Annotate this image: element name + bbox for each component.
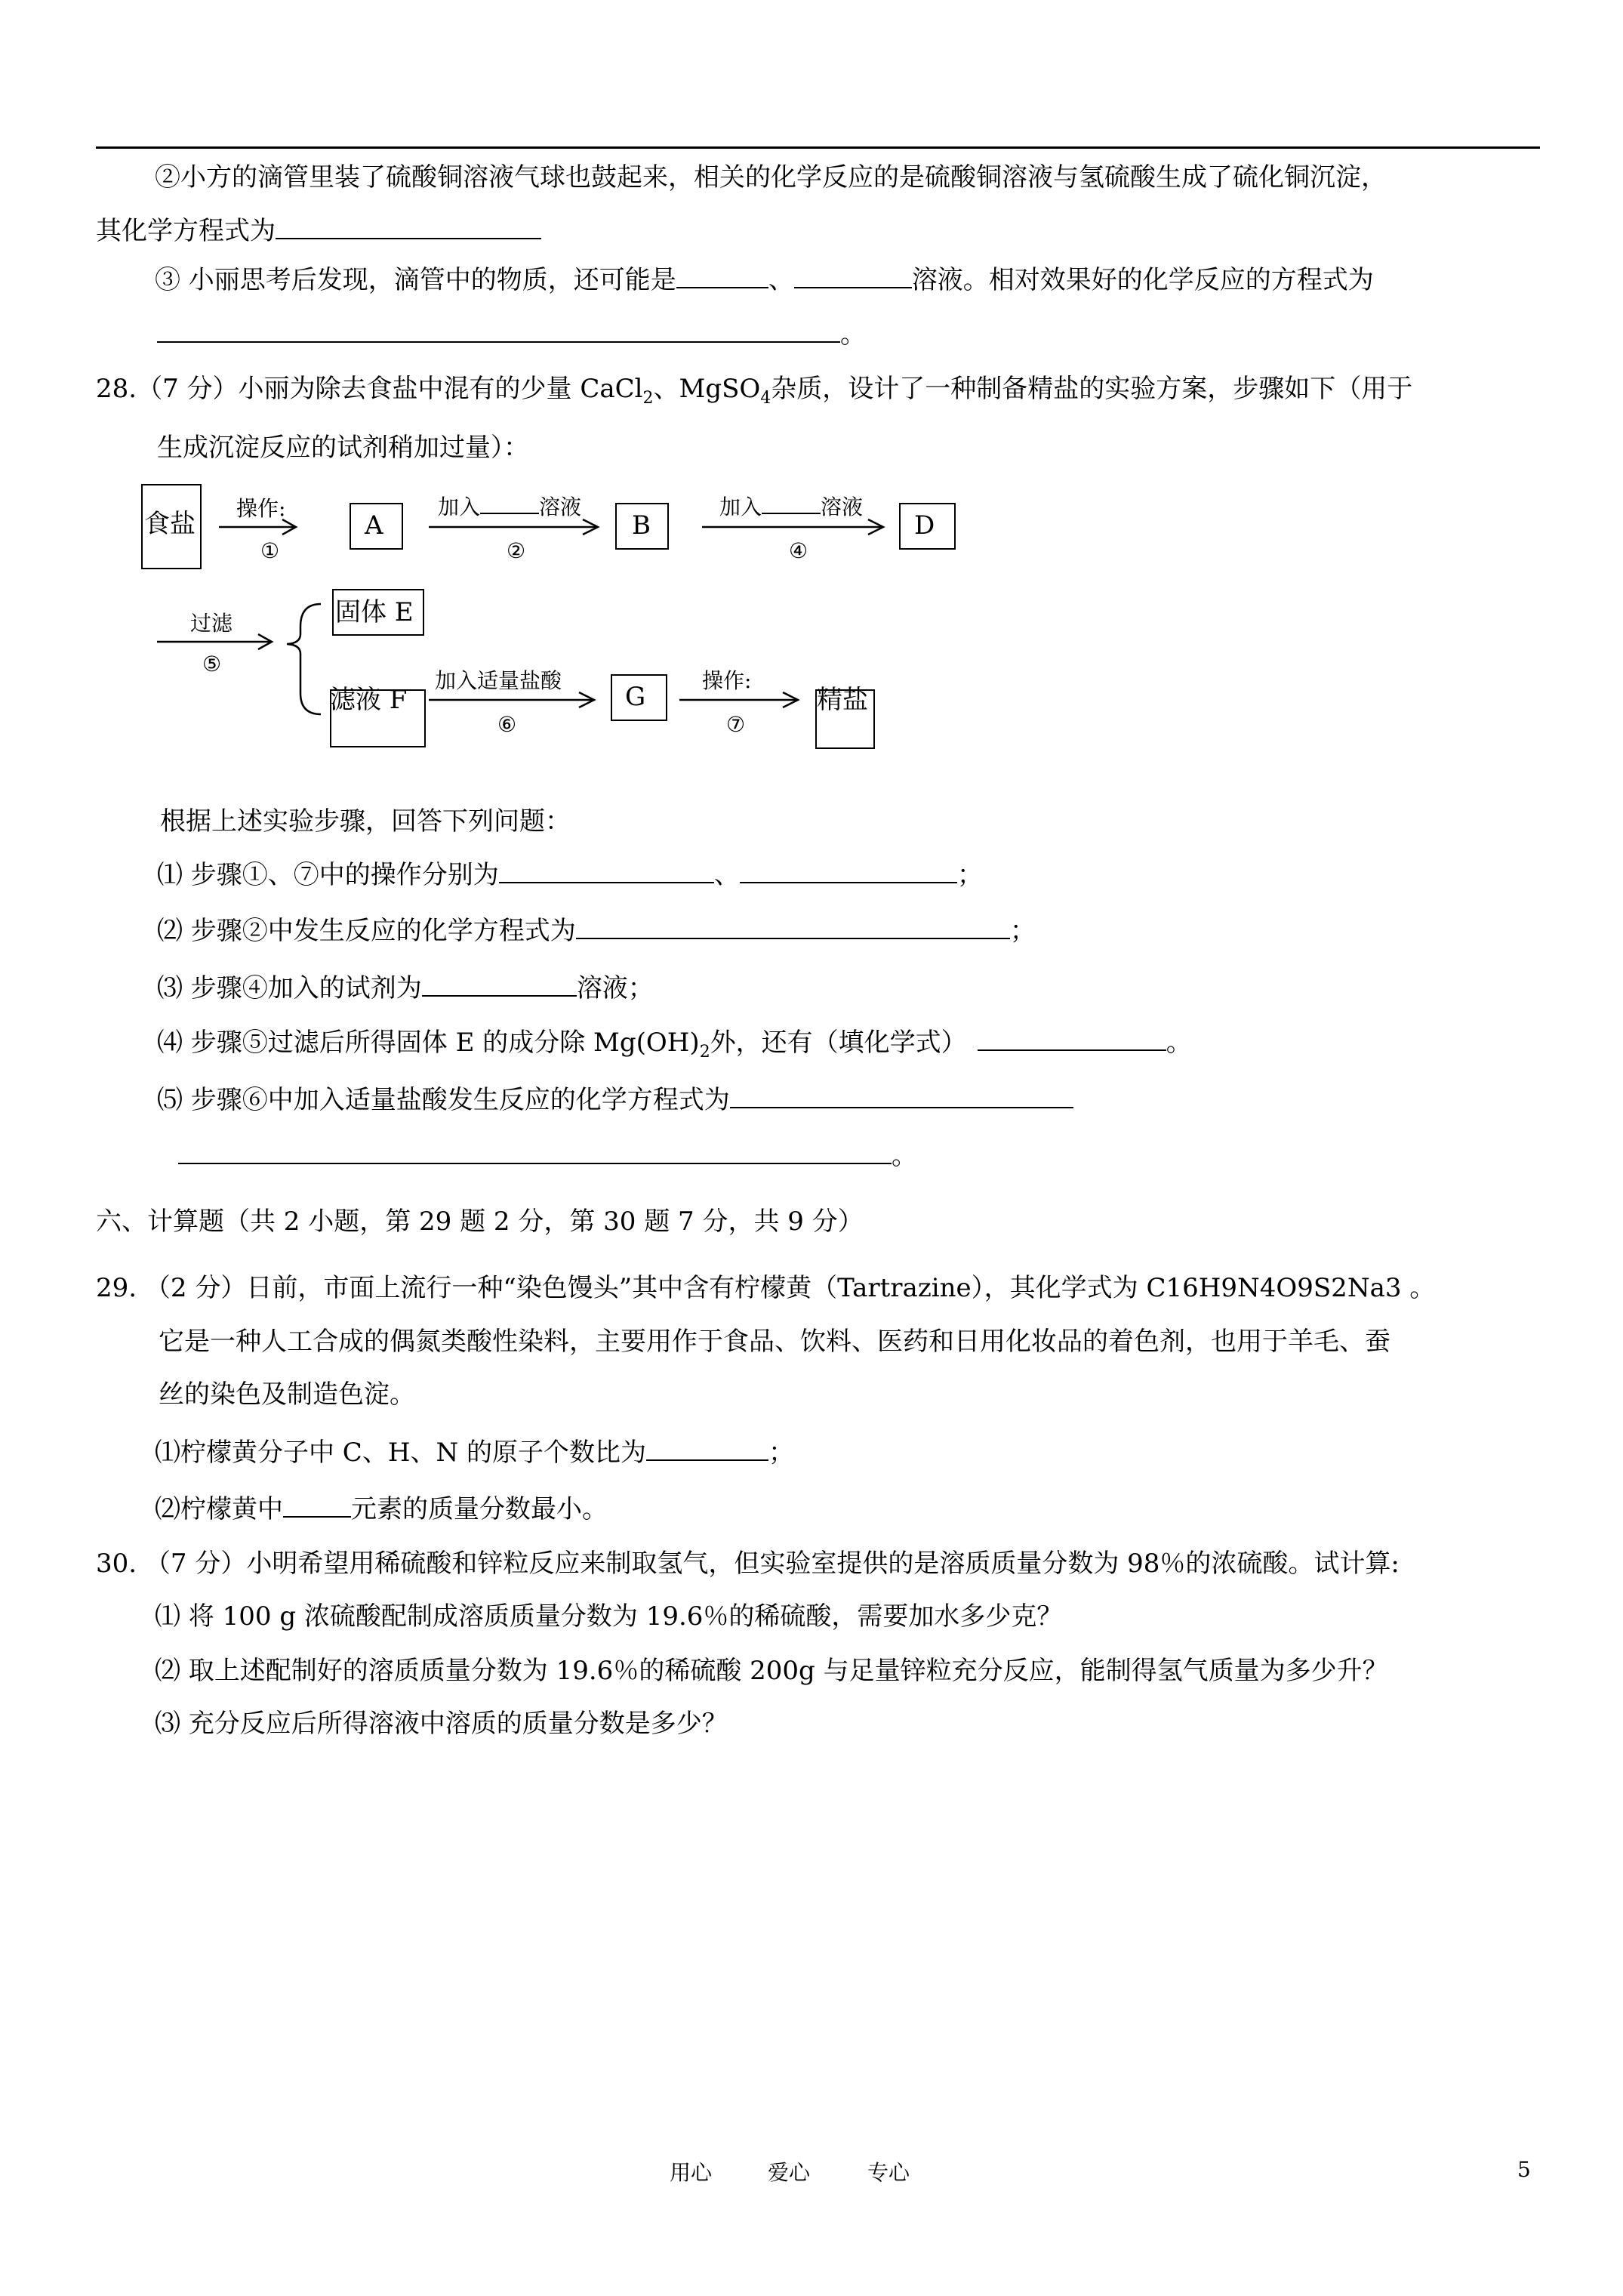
answer-blank[interactable] bbox=[576, 915, 1010, 939]
q29-sub1: ⑴柠檬黄分子中 C、H、N 的原子个数比为 ； bbox=[155, 1438, 795, 1468]
q28-intro-line2: 生成沉淀反应的试剂稍加过量）： bbox=[157, 433, 529, 463]
label-step4: 加入 溶液 bbox=[719, 495, 864, 519]
answer-blank[interactable] bbox=[480, 493, 539, 514]
page-number: 5 bbox=[1517, 2157, 1531, 2182]
q30-line1: 30. （7 分）小明希望用稀硫酸和锌粒反应来制取氢气，但实验室提供的是溶质质量分数为 98％的浓硫酸。试计算: bbox=[96, 1549, 1400, 1579]
q29-line3: 丝的染色及制造色淀。 bbox=[159, 1379, 415, 1410]
q28-q2: ⑵ 步骤②中发生反应的化学方程式为 ； bbox=[157, 916, 1036, 946]
label-op1-num: ① bbox=[260, 538, 280, 563]
q29-line1: 29. （2 分）日前，市面上流行一种“染色馒头”其中含有柠檬黄（Tartrazine），其化学式为 C16H9N4O9S2Na3 。 bbox=[96, 1273, 1436, 1303]
q28-prompt: 根据上述实验步骤，回答下列问题： bbox=[160, 806, 571, 837]
q29-sub2: ⑵柠檬黄中 元素的质量分数最小。 bbox=[155, 1494, 608, 1524]
label-op1: 操作: bbox=[236, 496, 286, 521]
q27-p2-line1: ②小方的滴管里装了硫酸铜溶液气球也鼓起来，相关的化学反应的是硫酸铜溶液与氢硫酸生成了硫化铜沉淀， bbox=[155, 162, 1387, 193]
answer-blank[interactable] bbox=[283, 1493, 351, 1518]
q28-q4: ⑷ 步骤⑤过滤后所得固体 E 的成分除 $Mg(OH)_2$外，还有（填化学式） 。 bbox=[157, 1028, 1192, 1062]
label-d: D bbox=[914, 510, 935, 541]
label-b: B bbox=[632, 510, 651, 541]
footer-motto-1: 用心 bbox=[670, 2160, 713, 2185]
label-op7: 操作: bbox=[702, 668, 752, 693]
label-salt: 食盐 bbox=[144, 509, 196, 539]
label-step6-num: ⑥ bbox=[497, 712, 517, 737]
section6-title: 六、计算题（共 2 小题，第 29 题 2 分，第 30 题 7 分，共 9 分） bbox=[96, 1207, 864, 1237]
label-filter: 过滤 bbox=[190, 611, 233, 636]
q28-q5-line2: 。 bbox=[178, 1140, 917, 1172]
q27-p3-line1: ③ 小丽思考后发现，滴管中的物质，还可能是 、 溶液。相对效果好的化学反应的方程式为 bbox=[155, 265, 1374, 295]
label-step2: 加入 溶液 bbox=[438, 495, 582, 519]
brace bbox=[287, 604, 321, 714]
answer-blank[interactable] bbox=[646, 1437, 768, 1461]
footer-motto-2: 爱心 bbox=[768, 2160, 811, 2185]
answer-blank[interactable] bbox=[499, 859, 714, 883]
footer-motto-3: 专心 bbox=[867, 2160, 910, 2185]
label-a: A bbox=[365, 510, 383, 541]
q28-q3: ⑶ 步骤④加入的试剂为 溶液； bbox=[157, 973, 654, 1003]
answer-blank[interactable] bbox=[978, 1027, 1166, 1051]
answer-blank[interactable] bbox=[740, 859, 957, 883]
q30-sub1: ⑴ 将 100 g 浓硫酸配制成溶质质量分数为 19.6％的稀硫酸，需要加水多少克？ bbox=[155, 1601, 1063, 1632]
label-g: G bbox=[625, 682, 646, 712]
answer-blank[interactable] bbox=[730, 1084, 1073, 1108]
q27-p2-line2: 其化学方程式为 bbox=[96, 215, 541, 247]
label-solid-e: 固体 E bbox=[335, 597, 414, 627]
label-step4-num: ④ bbox=[789, 538, 808, 563]
q28-q1: ⑴ 步骤①、⑦中的操作分别为 、 ； bbox=[157, 860, 983, 890]
label-fine-salt: 精盐 bbox=[817, 685, 868, 715]
answer-blank[interactable] bbox=[178, 1140, 892, 1164]
label-filtrate-f: 滤液 F bbox=[330, 685, 408, 715]
label-op7-num: ⑦ bbox=[726, 712, 746, 737]
label-step2-num: ② bbox=[507, 538, 526, 563]
q27-p3-line2: 。 bbox=[157, 319, 866, 350]
label-filter-num: ⑤ bbox=[202, 652, 222, 676]
answer-blank[interactable] bbox=[762, 493, 821, 514]
q28-q5: ⑸ 步骤⑥中加入适量盐酸发生反应的化学方程式为 bbox=[157, 1084, 1073, 1116]
answer-blank[interactable] bbox=[422, 972, 577, 997]
q30-sub3: ⑶ 充分反应后所得溶液中溶质的质量分数是多少？ bbox=[155, 1709, 728, 1739]
label-step6: 加入适量盐酸 bbox=[435, 668, 562, 693]
q30-sub2: ⑵ 取上述配制好的溶质质量分数为 19.6％的稀硫酸 200g 与足量锌粒充分反应，能制得氢气质量为多少升？ bbox=[155, 1656, 1388, 1686]
q29-line2: 它是一种人工合成的偶氮类酸性染料，主要用作于食品、饮料、医药和日用化妆品的着色剂，也用于羊毛、蚕 bbox=[159, 1327, 1390, 1357]
q28-intro-line1: 28.（7 分）小丽为除去食盐中混有的少量 CaCl$_2$、MgSO$_4$杂质，设计了一种制备精盐的实验方案，步骤如下（用于 bbox=[96, 374, 1413, 408]
